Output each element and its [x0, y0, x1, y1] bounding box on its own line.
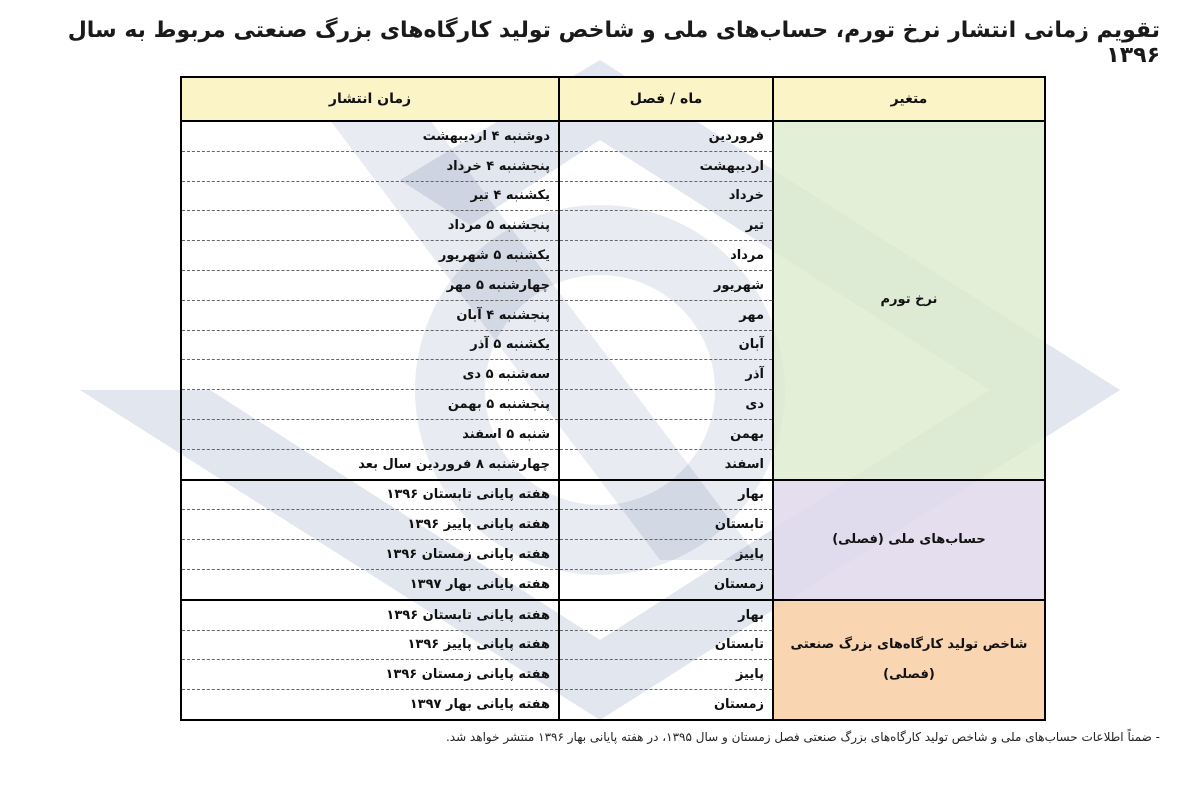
release-time-cell: هفته پایانی زمستان ۱۳۹۶ [181, 540, 559, 570]
page-title: تقویم زمانی انتشار نرخ تورم، حساب‌های ملی و شاخص تولید کارگاه‌های بزرگ صنعتی مربوط به سال ۱۳۹۶ [67, 18, 1160, 68]
period-cell: بهمن [559, 419, 773, 449]
period-cell: پاییز [559, 660, 773, 690]
period-cell: فروردین [559, 121, 773, 151]
period-cell: بهار [559, 600, 773, 630]
period-cell: اسفند [559, 449, 773, 479]
release-time-cell: هفته پایانی پاییز ۱۳۹۶ [181, 510, 559, 540]
release-time-cell: هفته پایانی بهار ۱۳۹۷ [181, 690, 559, 720]
table-row [181, 480, 1045, 510]
release-time-cell: شنبه ۵ اسفند [181, 419, 559, 449]
release-time-cell: چهارشنبه ۵ مهر [181, 270, 559, 300]
variable-cell: حساب‌های ملی (فصلی) [773, 480, 1045, 600]
period-cell: زمستان [559, 690, 773, 720]
header-variable: متغیر [773, 77, 1045, 121]
period-cell: دی [559, 390, 773, 420]
release-time-cell: هفته پایانی زمستان ۱۳۹۶ [181, 660, 559, 690]
release-time-cell: هفته پایانی تابستان ۱۳۹۶ [181, 600, 559, 630]
release-schedule-table [180, 76, 1046, 721]
variable-cell: شاخص تولید کارگاه‌های بزرگ صنعتی (فصلی) [773, 600, 1045, 720]
period-cell: آذر [559, 360, 773, 390]
release-time-cell: یکشنبه ۵ آذر [181, 330, 559, 360]
variable-cell: نرخ تورم [773, 121, 1045, 480]
release-time-cell: پنجشنبه ۴ خرداد [181, 151, 559, 181]
release-time-cell: هفته پایانی پاییز ۱۳۹۶ [181, 630, 559, 660]
table-row [181, 121, 1045, 151]
period-cell: تیر [559, 211, 773, 241]
period-cell: بهار [559, 480, 773, 510]
table-body [181, 121, 1045, 720]
period-cell: شهریور [559, 270, 773, 300]
header-release-time: زمان انتشار [181, 77, 559, 121]
release-time-cell: پنجشنبه ۴ آبان [181, 300, 559, 330]
period-cell: مرداد [559, 241, 773, 271]
release-time-cell: پنجشنبه ۵ بهمن [181, 390, 559, 420]
period-cell: زمستان [559, 569, 773, 599]
period-cell: خرداد [559, 181, 773, 211]
table-header-row [181, 77, 1045, 121]
period-cell: آبان [559, 330, 773, 360]
period-cell: مهر [559, 300, 773, 330]
period-cell: تابستان [559, 630, 773, 660]
release-time-cell: یکشنبه ۴ تیر [181, 181, 559, 211]
release-time-cell: سه‌شنبه ۵ دی [181, 360, 559, 390]
release-time-cell: یکشنبه ۵ شهریور [181, 241, 559, 271]
release-time-cell: دوشنبه ۴ اردیبهشت [181, 121, 559, 151]
release-time-cell: پنجشنبه ۵ مرداد [181, 211, 559, 241]
release-time-cell: هفته پایانی تابستان ۱۳۹۶ [181, 480, 559, 510]
footnote: - ضمناً اطلاعات حساب‌های ملی و شاخص تولید کارگاه‌های بزرگ صنعتی فصل زمستان و سال ۱۳۹۵، در هفته پایانی بهار ۱۳۹۶ منتشر خواهد شد. [445, 730, 1160, 744]
release-time-cell: چهارشنبه ۸ فروردین سال بعد [181, 449, 559, 479]
table-row [181, 600, 1045, 630]
period-cell: اردیبهشت [559, 151, 773, 181]
period-cell: پاییز [559, 540, 773, 570]
release-time-cell: هفته پایانی بهار ۱۳۹۷ [181, 569, 559, 599]
header-period: ماه / فصل [559, 77, 773, 121]
period-cell: تابستان [559, 510, 773, 540]
